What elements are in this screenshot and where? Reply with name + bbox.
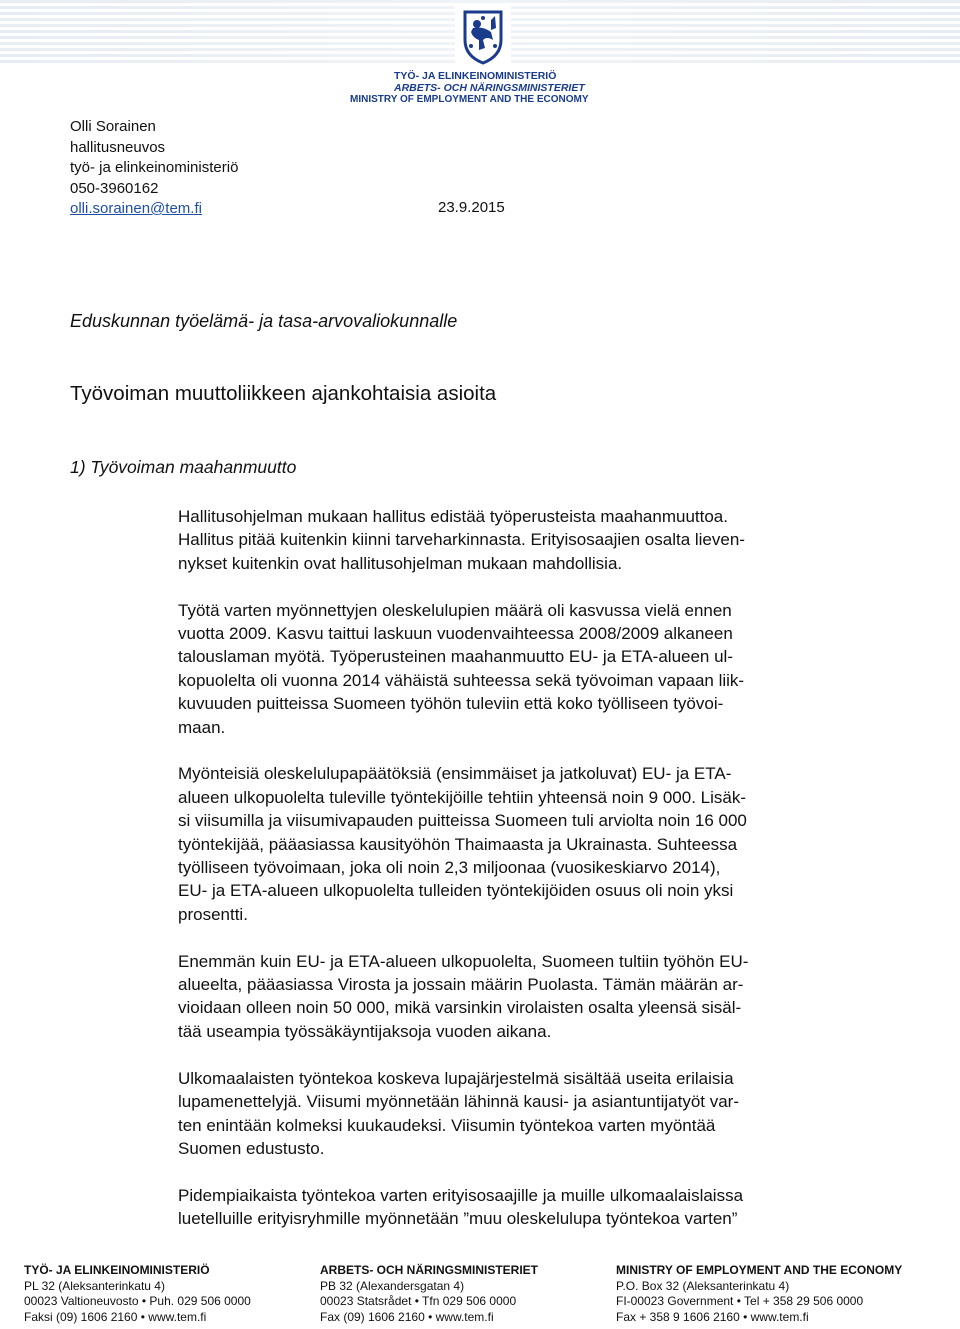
body-line: vuotta 2009. Kasvu taittui laskuun vuodenvaihteessa 2008/2009 alkaneen (178, 624, 733, 644)
document-date: 23.9.2015 (438, 199, 505, 216)
sender-phone: 050-3960162 (70, 179, 159, 197)
footer-line: Faksi (09) 1606 2160 • www.tem.fi (24, 1309, 207, 1324)
body-line: tää useampia työssäkäyntijaksoja vuoden aikana. (178, 1021, 552, 1041)
body-line: luetelluille erityisryhmille myönnetään ”muu oleskelulupa työntekoa varten” (178, 1209, 738, 1229)
footer-line: 00023 Valtioneuvosto • Puh. 029 506 0000 (24, 1294, 251, 1308)
footer-column-en (616, 1263, 902, 1325)
ministry-logo (350, 70, 620, 106)
body-line: maan. (178, 717, 226, 737)
logo-line-sv: ARBETS- OCH NÄRINGSMINISTERIET (394, 82, 585, 94)
sender-organization: työ- ja elinkeinoministeriö (70, 159, 239, 176)
footer-column-sv (320, 1263, 538, 1325)
body-line: Työtä varten myönnettyjen oleskelulupien määrä oli kasvussa vielä ennen (178, 600, 732, 620)
body-line: alueen ulkopuolelta tuleville työntekijöille tehtiin yhteensä noin 9 000. Lisäk- (178, 787, 746, 807)
footer-heading: TYÖ- JA ELINKEINOMINISTERIÖ (24, 1263, 210, 1277)
logo-line-en: MINISTRY OF EMPLOYMENT AND THE ECONOMY (350, 94, 589, 105)
body-line: Enemmän kuin EU- ja ETA-alueen ulkopuolelta, Suomeen tultiin työhön EU- (178, 951, 749, 971)
body-line: talouslaman myötä. Työperusteinen maahanmuutto EU- ja ETA-alueen ul- (178, 647, 733, 667)
body-line: nykset kuitenkin ovat hallitusohjelman mukaan mahdollisia. (178, 553, 623, 573)
body-line: Pidempiaikaista työntekoa varten erityisosaajille ja muille ulkomaalaislaissa (178, 1185, 744, 1205)
footer-line: PB 32 (Alexandersgatan 4) (320, 1278, 465, 1293)
logo-line-fi: TYÖ- JA ELINKEINOMINISTERIÖ (394, 70, 557, 82)
body-line: ten enintään kolmeksi kuukaudeksi. Viisumin työntekoa varten myöntää (178, 1115, 716, 1135)
body-line: Hallitus pitää kuitenkin kiinni tarveharkinnasta. Erityisosaajien osalta lieven- (178, 530, 745, 550)
sender-position: hallitusneuvos (70, 138, 166, 156)
sender-block (70, 117, 238, 220)
body-line: Hallitusohjelman mukaan hallitus edistää työperusteista maahanmuuttoa. (178, 507, 728, 526)
body-line: Myönteisiä oleskelulupapäätöksiä (ensimmäiset ja jatkoluvat) EU- ja ETA- (178, 764, 732, 784)
body-line: työntekijää, pääasiassa kausityöhön Thaimaasta ja Ukrainasta. Suhteessa (178, 834, 738, 854)
footer-heading: MINISTRY OF EMPLOYMENT AND THE ECONOMY (616, 1263, 903, 1277)
body-line: EU- ja ETA-alueen ulkopuolelta tulleiden työntekijöiden osuus oli noin yksi (178, 881, 734, 901)
sender-email-link[interactable]: olli.sorainen@tem.fi (70, 200, 202, 217)
body-line: vioidaan olleen noin 50 000, mikä varsinkin virolaisten osalta yleensä sisäl- (178, 998, 742, 1018)
footer-column-fi (24, 1263, 251, 1325)
footer-line: Fax + 358 9 1606 2160 • www.tem.fi (616, 1309, 809, 1324)
section-heading: 1) Työvoiman maahanmuutto (70, 457, 297, 477)
body-line: Ulkomaalaisten työntekoa koskeva lupajärjestelmä sisältää useita erilaisia (178, 1068, 734, 1088)
sender-name: Olli Sorainen (70, 118, 156, 135)
footer-line: PL 32 (Aleksanterinkatu 4) (24, 1278, 165, 1293)
footer-line: FI-00023 Government • Tel + 358 29 506 0000 (616, 1294, 864, 1308)
finnish-lion-crest-icon (455, 6, 511, 66)
paragraph (178, 599, 868, 739)
body-line: prosentti. (178, 904, 248, 924)
footer (24, 1263, 954, 1327)
paragraph (178, 950, 868, 1044)
paragraph (178, 505, 868, 575)
footer-heading: ARBETS- OCH NÄRINGSMINISTERIET (320, 1263, 539, 1277)
paragraph (178, 762, 868, 926)
body-line: työlliseen työvoimaan, joka oli noin 2,3 miljoonaa (vuosikeskiarvo 2014), (178, 858, 721, 878)
recipient: Eduskunnan työelämä- ja tasa-arvovaliokunnalle (70, 311, 458, 331)
document-body (178, 505, 868, 1254)
body-line: Suomen edustusto. (178, 1138, 325, 1158)
footer-line: 00023 Statsrådet • Tfn 029 506 0000 (320, 1294, 517, 1308)
body-line: si viisumilla ja viisumivapauden puitteissa Suomeen tuli arviolta noin 16 000 (178, 811, 747, 831)
footer-line: P.O. Box 32 (Aleksanterinkatu 4) (616, 1278, 790, 1293)
body-line: alueelta, pääasiassa Virosta ja jossain määrin Puolasta. Tämän määrän ar- (178, 975, 744, 995)
paragraph (178, 1067, 868, 1161)
document-title: Työvoiman muuttoliikkeen ajankohtaisia asioita (70, 382, 497, 405)
paragraph (178, 1184, 868, 1231)
body-line: kuvuuden puitteissa Suomeen työhön tuleviin että koko työlliseen työvoi- (178, 694, 724, 714)
body-line: kopuolelta oli vuonna 2014 vähäistä suhteessa sekä työvoiman vapaan liik- (178, 670, 745, 690)
footer-line: Fax (09) 1606 2160 • www.tem.fi (320, 1309, 494, 1324)
body-line: lupamenettelyjä. Viisumi myönnetään lähinnä kausi- ja asiantuntijatyöt var- (178, 1092, 739, 1112)
